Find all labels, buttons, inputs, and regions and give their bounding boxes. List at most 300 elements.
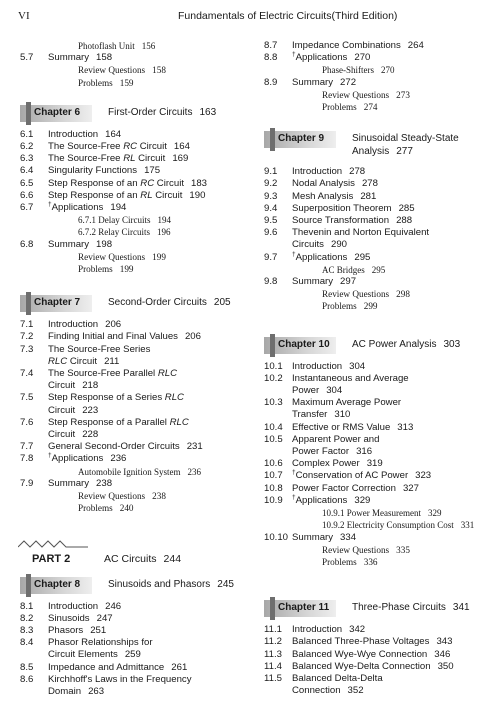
entry-text: Step Response of an xyxy=(48,177,141,189)
page-number: 211 xyxy=(104,355,120,367)
chapter-page: 277 xyxy=(396,145,413,157)
entry-text: 6.7.1 Delay Circuits xyxy=(78,215,151,226)
page-number: 343 xyxy=(436,636,453,648)
section-number: 10.4 xyxy=(264,421,283,433)
page-number: 264 xyxy=(407,40,424,51)
dagger-mark: † xyxy=(292,51,296,59)
page-number: 228 xyxy=(82,429,99,441)
toc-entry xyxy=(262,276,494,288)
entry-text: General Second-Order Circuits xyxy=(48,441,180,453)
dagger-mark: † xyxy=(292,493,296,501)
page-number: 183 xyxy=(191,177,208,189)
page-number: 281 xyxy=(360,190,377,202)
toc-entry xyxy=(18,344,240,356)
toc-entry xyxy=(262,101,494,113)
page-number: 190 xyxy=(189,189,206,201)
toc-block-top-right xyxy=(262,40,494,113)
section-number: 7.8 xyxy=(20,453,34,465)
entry-text: Circuit xyxy=(67,355,98,367)
page-number: 158 xyxy=(152,65,166,76)
page-number: 194 xyxy=(110,202,127,214)
section-number: 7.2 xyxy=(20,331,34,343)
toc-entry xyxy=(262,361,494,373)
toc-entry xyxy=(262,532,494,544)
page-number: 259 xyxy=(124,649,141,661)
page-number: 290 xyxy=(330,239,347,251)
entry-text: Introduction xyxy=(48,319,99,331)
chapter-marker xyxy=(26,574,31,597)
page-number: 278 xyxy=(349,166,366,178)
page-number: 194 xyxy=(157,215,171,226)
entry-text: The Source-Free xyxy=(48,141,124,153)
entry-text: The Source-Free Parallel xyxy=(48,368,158,380)
section-number: 10.8 xyxy=(264,482,283,494)
page-number: 159 xyxy=(119,77,134,88)
toc-entry xyxy=(18,674,240,686)
chapter-label: Chapter 10 xyxy=(278,338,330,350)
section-number: 10.5 xyxy=(264,433,283,445)
entry-text: Review Questions xyxy=(322,89,390,100)
toc-entry xyxy=(18,625,240,637)
section-number: 8.3 xyxy=(20,624,34,636)
section-number: 8.2 xyxy=(20,612,34,624)
entry-text: Phasor Relationships for xyxy=(48,637,153,649)
page-number: 196 xyxy=(157,227,171,238)
page-number: 238 xyxy=(96,477,113,489)
chapter-title: Three-Phase Circuits 341 xyxy=(352,602,470,614)
page-number: 164 xyxy=(105,128,122,140)
page-number: 304 xyxy=(326,385,343,397)
section-number: 9.3 xyxy=(264,190,278,202)
page-number: 285 xyxy=(398,202,415,214)
toc-entry xyxy=(262,636,494,648)
entry-text: Problems xyxy=(322,102,357,113)
toc-block-top xyxy=(18,40,240,89)
toc-entry xyxy=(18,490,240,502)
toc-entry xyxy=(262,649,494,661)
toc-block-chapter-10 xyxy=(262,361,494,568)
section-number: 7.3 xyxy=(20,343,34,355)
section-number: 11.2 xyxy=(264,636,282,648)
entry-text: AC Bridges xyxy=(322,264,365,275)
toc-entry xyxy=(262,288,494,300)
entry-text: Step Response of a Parallel xyxy=(48,416,170,428)
entry-text: Circuit xyxy=(135,153,166,165)
page-number: 329 xyxy=(427,508,442,519)
right-column xyxy=(262,40,494,697)
toc-entry xyxy=(262,64,494,76)
part-2-heading xyxy=(18,537,240,567)
dagger-mark: † xyxy=(292,250,296,258)
toc-entry xyxy=(18,153,240,165)
chapter-page: 163 xyxy=(199,106,217,118)
page-number: 238 xyxy=(152,491,166,502)
section-number: 10.3 xyxy=(264,397,283,409)
page-number: 236 xyxy=(187,466,201,477)
chapter-label: Chapter 7 xyxy=(34,297,81,309)
toc-entry xyxy=(262,264,494,276)
page-number: 247 xyxy=(96,612,113,624)
entry-text: Step Response of a Series xyxy=(48,392,165,404)
page-number: 327 xyxy=(402,482,419,494)
entry-text: The Source-Free xyxy=(48,153,124,165)
page-number: 158 xyxy=(96,52,113,64)
page-number: 231 xyxy=(186,441,203,453)
toc-entry xyxy=(262,519,494,531)
entry-text: Balanced Wye-Delta Connection xyxy=(292,660,431,672)
toc-block-chapter-11 xyxy=(262,624,494,697)
chapter-page: 303 xyxy=(443,338,461,350)
entry-text: Automobile Ignition System xyxy=(78,466,181,477)
entry-text: Power xyxy=(292,385,320,397)
section-number: 9.6 xyxy=(264,227,278,239)
chapter-6-heading xyxy=(18,105,240,122)
section-number: 7.1 xyxy=(20,319,34,331)
toc-entry xyxy=(18,77,240,89)
page-number: 218 xyxy=(82,380,99,392)
section-number: 10.6 xyxy=(264,458,283,470)
page-number: 334 xyxy=(340,531,357,543)
entry-text: Applications xyxy=(51,453,104,465)
page-number: 346 xyxy=(434,648,451,660)
section-number: 9.1 xyxy=(264,166,278,178)
section-number: 9.8 xyxy=(264,276,278,288)
entry-text: Review Questions xyxy=(78,491,146,502)
toc-entry xyxy=(18,214,240,226)
page-number: 352 xyxy=(347,685,364,697)
toc-entry xyxy=(262,252,494,264)
toc-entry xyxy=(18,226,240,238)
toc-entry xyxy=(18,405,240,417)
page-number: 206 xyxy=(184,331,201,343)
entry-text: Sinusoids xyxy=(48,612,90,624)
part-title: AC Circuits 244 xyxy=(104,552,182,565)
entry-text: Circuit xyxy=(48,380,76,392)
entry-text: Introduction xyxy=(292,624,343,636)
toc-entry xyxy=(18,141,240,153)
section-number: 9.5 xyxy=(264,215,278,227)
entry-text: Impedance Combinations xyxy=(292,40,401,51)
dagger-mark: † xyxy=(292,469,296,477)
section-number: 10.2 xyxy=(264,372,283,384)
entry-text: Mesh Analysis xyxy=(292,190,354,202)
entry-text: Introduction xyxy=(48,600,99,612)
section-number: 6.1 xyxy=(20,128,34,140)
page-number: 319 xyxy=(366,458,383,470)
chapter-label: Chapter 11 xyxy=(278,602,330,614)
chapter-marker xyxy=(26,292,31,315)
entry-text: Circuits xyxy=(292,239,324,251)
toc-entry xyxy=(262,239,494,251)
toc-entry xyxy=(18,202,240,214)
entry-text: Kirchhoff's Laws in the Frequency xyxy=(48,673,192,685)
toc-entry xyxy=(18,251,240,263)
section-number: 6.4 xyxy=(20,165,34,177)
page-number: 295 xyxy=(371,264,386,275)
chapter-marker xyxy=(270,334,275,357)
toc-block-chapter-6 xyxy=(18,129,240,275)
chapter-page: 341 xyxy=(452,602,470,614)
page-number: 199 xyxy=(152,251,166,262)
toc-entry xyxy=(18,429,240,441)
toc-entry xyxy=(18,662,240,674)
toc-entry xyxy=(262,673,494,685)
section-number: 8.9 xyxy=(264,76,278,88)
section-number: 11.5 xyxy=(264,672,282,684)
page-number: 313 xyxy=(397,421,414,433)
entry-text: Balanced Delta-Delta xyxy=(292,672,383,684)
toc-entry xyxy=(262,397,494,409)
entry-text: Superposition Theorem xyxy=(292,202,392,214)
page-number: 156 xyxy=(141,41,156,51)
chapter-label: Chapter 6 xyxy=(34,106,81,118)
toc-entry xyxy=(18,613,240,625)
section-number: 6.7 xyxy=(20,202,34,214)
entry-text: Applications xyxy=(295,494,348,506)
page-number: 297 xyxy=(340,276,357,288)
page-number: 295 xyxy=(354,251,371,263)
page-number: 270 xyxy=(381,65,395,76)
chapter-label: Chapter 8 xyxy=(34,578,81,590)
page-number: 206 xyxy=(105,319,122,331)
entry-text: Circuit xyxy=(48,404,76,416)
entry-text: Maximum Average Power xyxy=(292,397,402,409)
entry-text: Thevenin and Norton Equivalent xyxy=(292,227,430,239)
entry-text: Circuit xyxy=(154,177,184,189)
entry-text: Nodal Analysis xyxy=(292,178,355,190)
toc-entry xyxy=(18,478,240,490)
toc-entry xyxy=(262,483,494,495)
section-number: 7.5 xyxy=(20,392,34,404)
section-number: 7.7 xyxy=(20,441,34,453)
page-number: VI xyxy=(18,10,30,22)
section-number: 6.8 xyxy=(20,238,34,250)
chapter-title: Sinusoidal Steady-State Analysis 277 xyxy=(352,133,459,157)
toc-entry xyxy=(18,601,240,613)
toc-entry xyxy=(18,129,240,141)
chapter-10-heading xyxy=(262,337,494,354)
entry-text: Step Response of an xyxy=(48,189,141,201)
toc-entry xyxy=(18,368,240,380)
toc-entry xyxy=(18,649,240,661)
toc-entry xyxy=(262,300,494,312)
toc-entry xyxy=(18,239,240,251)
entry-text: Applications xyxy=(51,202,104,214)
entry-text: Photoflash Unit xyxy=(78,41,135,51)
entry-text: Review Questions xyxy=(322,544,390,555)
dagger-mark: † xyxy=(48,452,52,460)
page-number: 299 xyxy=(363,301,378,312)
entry-text: Domain xyxy=(48,685,82,697)
entry-text: Power Factor xyxy=(292,446,350,458)
section-number: 8.7 xyxy=(264,40,278,51)
entry-text: Apparent Power and xyxy=(292,433,380,445)
entry-text: Summary xyxy=(292,76,334,88)
section-number: 10.7 xyxy=(264,470,283,482)
page-number: 310 xyxy=(334,409,351,421)
entry-text: Problems xyxy=(78,77,113,88)
page-number: 263 xyxy=(88,685,105,697)
chapter-title: Sinusoids and Phasors 245 xyxy=(108,578,234,590)
entry-text: Introduction xyxy=(292,360,343,372)
entry-text: Source Transformation xyxy=(292,215,390,227)
page-number: 223 xyxy=(82,404,99,416)
entry-text: Phasors xyxy=(48,624,84,636)
entry-text: 6.7.2 Relay Circuits xyxy=(78,227,150,238)
entry-text: Problems xyxy=(322,301,357,312)
entry-italic: RL xyxy=(123,153,136,165)
page-number: 336 xyxy=(363,556,378,567)
toc-entry xyxy=(18,453,240,465)
toc-block-chapter-8 xyxy=(18,601,240,699)
section-number: 10.9 xyxy=(264,494,283,506)
toc-entry xyxy=(262,544,494,556)
toc-block-chapter-9 xyxy=(262,166,494,312)
entry-text: Impedance and Admittance xyxy=(48,661,165,673)
section-number: 6.6 xyxy=(20,189,34,201)
page-number: 273 xyxy=(396,89,410,100)
section-number: 11.1 xyxy=(264,624,282,636)
page-number: 298 xyxy=(396,289,410,300)
toc-entry xyxy=(262,52,494,64)
page-number: 199 xyxy=(119,264,134,275)
toc-entry xyxy=(262,77,494,89)
chapter-page: 205 xyxy=(213,297,231,309)
section-number: 7.4 xyxy=(20,368,34,380)
section-number: 8.1 xyxy=(20,600,34,612)
toc-entry xyxy=(262,446,494,458)
part-label: PART 2 xyxy=(32,552,71,565)
section-number: 9.7 xyxy=(264,251,278,263)
chapter-9-heading xyxy=(262,131,494,159)
entry-text: Introduction xyxy=(292,166,343,178)
toc-entry xyxy=(18,417,240,429)
page-number: 236 xyxy=(110,453,127,465)
toc-entry xyxy=(18,380,240,392)
entry-text: The Source-Free Series xyxy=(48,343,151,355)
zigzag-ornament xyxy=(18,537,88,551)
page-number: 272 xyxy=(340,76,357,88)
toc-entry xyxy=(18,64,240,76)
entry-text: Review Questions xyxy=(78,251,146,262)
chapter-marker xyxy=(270,128,275,151)
entry-text: Instantaneous and Average xyxy=(292,372,409,384)
entry-text: Summary xyxy=(292,276,334,288)
page-number: 246 xyxy=(105,600,122,612)
section-number: 7.6 xyxy=(20,416,34,428)
page-number: 278 xyxy=(361,178,378,190)
section-number: 11.3 xyxy=(264,648,282,660)
chapter-label: Chapter 9 xyxy=(278,133,325,145)
entry-text: Effective or RMS Value xyxy=(292,421,391,433)
entry-text: Circuit Elements xyxy=(48,649,118,661)
toc-entry xyxy=(262,458,494,470)
page-number: 274 xyxy=(363,102,378,113)
entry-text: Introduction xyxy=(48,128,99,140)
section-number: 9.4 xyxy=(264,202,278,214)
chapter-marker xyxy=(270,597,275,620)
page-number: 164 xyxy=(173,141,190,153)
toc-entry xyxy=(262,203,494,215)
entry-text: Problems xyxy=(78,264,113,275)
chapter-page: 245 xyxy=(217,578,234,590)
chapter-7-heading xyxy=(18,295,240,312)
page-number: 240 xyxy=(119,503,134,514)
toc-entry xyxy=(18,331,240,343)
page-number: 261 xyxy=(171,661,188,673)
page-number: 251 xyxy=(90,624,107,636)
running-title: Fundamentals of Electric Circuits(Third Edition) xyxy=(178,10,398,22)
chapter-marker xyxy=(26,102,31,125)
toc-entry xyxy=(262,166,494,178)
entry-italic: RLC xyxy=(48,355,68,367)
toc-entry xyxy=(262,422,494,434)
chapter-title: AC Power Analysis 303 xyxy=(352,338,461,350)
toc-entry xyxy=(262,434,494,446)
entry-text: Review Questions xyxy=(322,289,390,300)
entry-italic: RLC xyxy=(164,392,184,404)
section-number: 6.2 xyxy=(20,141,34,153)
entry-text: Singularity Functions xyxy=(48,165,138,177)
entry-text: Connection xyxy=(292,685,341,697)
entry-italic: RLC xyxy=(169,416,189,428)
entry-italic: RC xyxy=(140,177,155,189)
toc-entry xyxy=(18,637,240,649)
page-number: 329 xyxy=(354,494,371,506)
entry-text: Applications xyxy=(295,251,348,263)
toc-entry xyxy=(18,52,240,64)
chapter-title: First-Order Circuits 163 xyxy=(108,106,217,118)
chapter-11-heading xyxy=(262,600,494,617)
entry-text: 10.9.2 Electricity Consumption Cost xyxy=(322,520,454,531)
toc-entry xyxy=(18,502,240,514)
page-header xyxy=(0,10,500,24)
entry-text: 10.9.1 Power Measurement xyxy=(322,508,421,519)
entry-text: Summary xyxy=(48,52,90,64)
section-number: 11.4 xyxy=(264,660,282,672)
toc-entry xyxy=(18,466,240,478)
toc-entry xyxy=(262,191,494,203)
toc-entry xyxy=(262,470,494,482)
toc-entry xyxy=(262,624,494,636)
toc-entry xyxy=(262,385,494,397)
toc-entry xyxy=(262,227,494,239)
page-number: 350 xyxy=(437,660,454,672)
section-number: 8.4 xyxy=(20,637,34,649)
page-number: 288 xyxy=(396,215,413,227)
part-page: 244 xyxy=(163,552,182,565)
page-number: 175 xyxy=(144,165,161,177)
entry-text: Review Questions xyxy=(78,65,146,76)
page-number: 335 xyxy=(396,544,410,555)
toc-block-chapter-7 xyxy=(18,319,240,514)
dagger-mark: † xyxy=(48,200,52,208)
toc-entry xyxy=(262,373,494,385)
page-number: 270 xyxy=(354,52,371,64)
section-number: 5.7 xyxy=(20,52,34,64)
entry-text: Applications xyxy=(295,52,348,64)
toc-entry xyxy=(18,178,240,190)
entry-text: Problems xyxy=(78,503,113,514)
entry-italic: RC xyxy=(123,141,138,153)
section-number: 6.5 xyxy=(20,177,34,189)
entry-text: Phase-Shifters xyxy=(322,65,374,76)
entry-italic: RLC xyxy=(157,368,178,380)
entry-text: Summary xyxy=(48,477,90,489)
section-number: 8.6 xyxy=(20,673,34,685)
toc-entry xyxy=(18,392,240,404)
toc-entry xyxy=(262,89,494,101)
